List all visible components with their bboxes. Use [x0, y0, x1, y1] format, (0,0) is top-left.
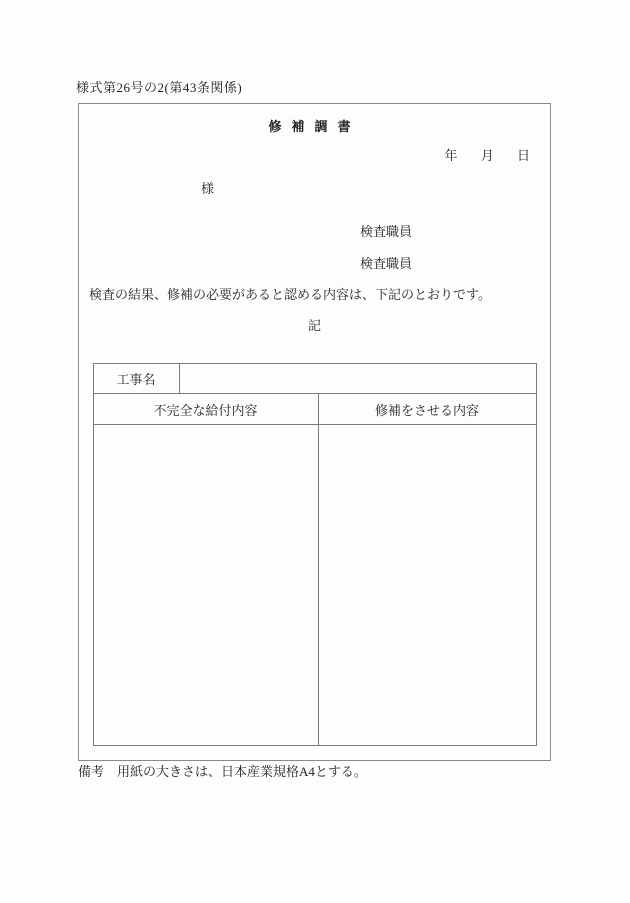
content-row — [93, 425, 536, 746]
form-number-label: 様式第26号の2(第43条関係) — [76, 80, 243, 95]
repair-table — [93, 363, 537, 746]
form-border-box — [78, 103, 551, 761]
addressee-honorific: 様 — [201, 181, 215, 196]
month-label: 月 — [480, 148, 494, 163]
remarks-note: 備考 用紙の大きさは、日本産業規格A4とする。 — [78, 764, 367, 779]
project-name-label-cell: 工事名 — [93, 364, 179, 394]
repair-content-content-cell[interactable] — [318, 425, 536, 746]
repair-content-header-cell: 修補をさせる内容 — [318, 394, 536, 425]
year-label: 年 — [444, 148, 458, 163]
project-name-row — [93, 364, 536, 394]
body-statement: 検査の結果、修補の必要があると認める内容は、下記のとおりです。 — [89, 287, 491, 302]
column-header-row — [93, 394, 536, 425]
inspector-label-1: 検査職員 — [360, 224, 413, 239]
incomplete-delivery-content-cell[interactable] — [93, 425, 318, 746]
record-marker: 記 — [307, 318, 321, 333]
date-line — [79, 149, 550, 163]
project-name-value-cell[interactable] — [179, 364, 536, 394]
day-label: 日 — [516, 148, 530, 163]
inspector-label-2: 検査職員 — [360, 256, 413, 271]
incomplete-delivery-header-cell: 不完全な給付内容 — [93, 394, 318, 425]
document-title: 修補調書 — [268, 119, 361, 134]
